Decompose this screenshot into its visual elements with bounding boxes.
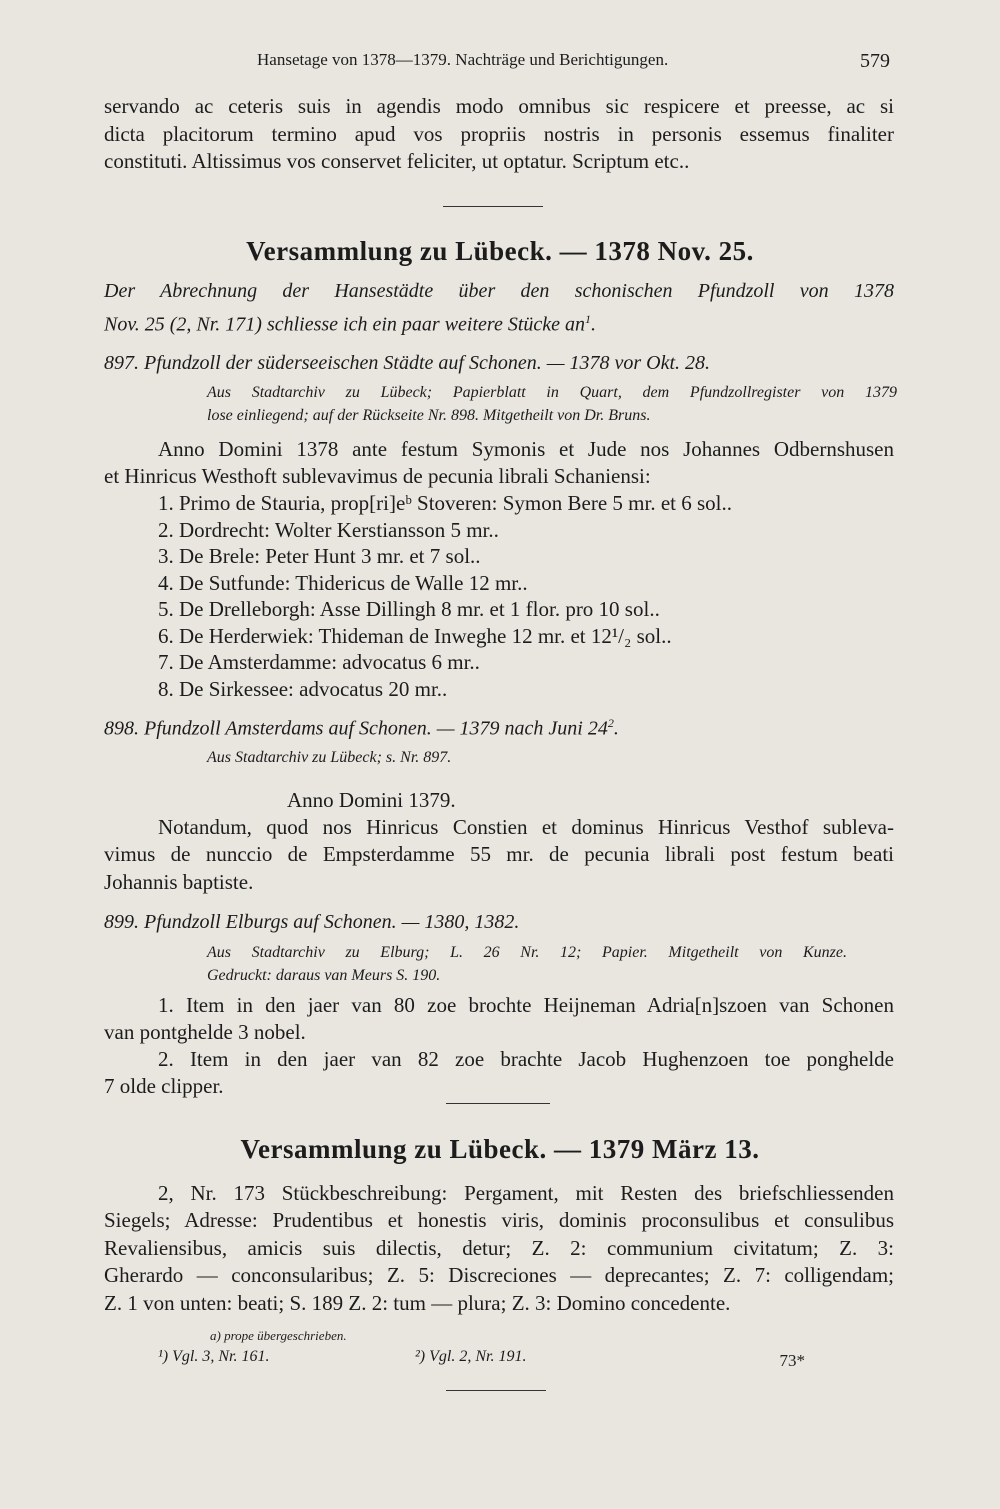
- section-divider: [446, 1103, 550, 1104]
- text-line: Nov. 25 (2, Nr. 171) schliesse ich ein paar weitere Stücke $an^1$.: [104, 311, 597, 336]
- text-line: dicta placitorum termino apud vos propriis nostris in personis essemus finaliter: [104, 121, 894, 146]
- section-heading: Versammlung zu Lübeck. — 1379 März 13.: [240, 1134, 760, 1164]
- source-note: Aus Stadtarchiv zu Elburg; L. 26 Nr. 12; Papier. Mitgetheilt von Kunze. Gedruckt: daraus van Meurs S. 190.: [207, 944, 847, 984]
- footnote-1: ¹) Vgl. 3, Nr. 161.: [158, 1348, 270, 1365]
- entry-text: et Hinricus Westhoft sublevavimus de pecunia librali Schaniensi:: [104, 464, 651, 488]
- footnote-divider: [446, 1390, 546, 1391]
- entry-title: 897. Pfundzoll der süderseeischen Städte auf Schonen. — 1378 vor Okt. 28.: [104, 352, 711, 374]
- footnote-marker: 1: [585, 311, 592, 326]
- section-text: 2, Nr. 173 Stückbeschreibung: Pergament, mit Resten des briefschliessenden: [158, 1181, 894, 1205]
- list-item: 7. De Amsterdamme: advocatus 6 mr..: [158, 650, 480, 674]
- entry-text: Anno Domini 1378 ante festum Symonis et Jude nos Johannes Odbernshusen: [158, 437, 894, 461]
- section-text: Siegels; Adresse: Prudentibus et honestis viris, dominis proconsulibus et consulibus Revaliensibus, amicis suis dilectis, detur; Z. 2: communium civitatum; Z. 3: Gherardo — conconsularibus; Z. 5: Discreciones — deprecantes; Z. 7: colligendam; Z. 1 von unten: beati; S. 189 Z. 2: tum — plura; Z. 3: Domino concedente.: [104, 1208, 894, 1315]
- footnote-marker: 2: [607, 716, 614, 730]
- entry-text: 7 olde clipper.: [104, 1074, 224, 1098]
- intro-paragraph: [104, 93, 894, 176]
- footnote-2: ²) Vgl. 2, Nr. 191.: [415, 1348, 527, 1365]
- list-item: 5. De Drelleborgh: Asse Dillingh 8 mr. et 1 flor. pro 10 sol..: [158, 597, 660, 621]
- section-divider: [443, 206, 543, 207]
- list-item: 3. De Brele: Peter Hunt 3 mr. et 7 sol..: [158, 544, 481, 568]
- entry-text: Notandum, quod nos Hinricus Constien et dominus Hinricus Vesthof subleva-: [158, 815, 894, 839]
- list-item: 2. Dordrecht: Wolter Kerstiansson 5 mr..: [158, 517, 499, 542]
- source-note: Aus Stadtarchiv zu Lübeck; Papierblatt in Quart, dem Pfundzollregister von 1379 lose einliegend; auf der Rückseite Nr. 898. Mitgetheilt von Dr. Bruns.: [207, 384, 897, 424]
- source-note: Aus Stadtarchiv zu Lübeck; s. Nr. 897.: [207, 749, 452, 766]
- entry-title: 899. Pfundzoll Elburgs auf Schonen. — 1380, 1382.: [104, 911, 520, 933]
- entry-text: van pontghelde 3 nobel.: [104, 1020, 306, 1044]
- list-item: 8. De Sirkessee: advocatus 20 mr..: [158, 676, 448, 701]
- list-item: 6. De Herderwiek: Thideman de Inweghe 12 mr. et 12¹/₂ sol..: [158, 623, 672, 648]
- section-heading: Versammlung zu Lübeck. — 1378 Nov. 25.: [246, 236, 754, 266]
- entry-text: vimus de nunccio de Empsterdamme 55 mr. de pecunia librali post festum beati Johannis baptiste.: [104, 842, 894, 894]
- text-line: constituti. Altissimus vos conservet feliciter, ut optatur. Scriptum etc..: [104, 149, 690, 173]
- printer-signature: 73*: [779, 1351, 805, 1370]
- footnote-a: a) prope übergeschrieben.: [210, 1328, 347, 1343]
- dateline: Anno Domini 1379.: [287, 788, 456, 812]
- entry-text: 1. Item in den jaer van 80 zoe brochte Heijneman Adria[n]szoen van Schonen: [158, 993, 894, 1017]
- running-title: Hansetage von 1378—1379. Nachträge und Berichtigungen.: [257, 50, 669, 69]
- payment-list: [158, 490, 732, 702]
- entry-text: 2. Item in den jaer van 82 zoe brachte Jacob Hughenzoen toe ponghelde: [158, 1047, 894, 1071]
- text-line: Der Abrechnung der Hansestädte über den schonischen Pfundzoll von 1378: [104, 280, 894, 302]
- text-line: servando ac ceteris suis in agendis modo omnibus sic respicere et preesse, ac si: [104, 94, 894, 118]
- list-item: 4. De Sutfunde: Thidericus de Walle 12 mr..: [158, 570, 528, 595]
- page-number: 579: [860, 50, 890, 72]
- section-note: [104, 278, 894, 339]
- entry-title: 898. Pfundzoll Amsterdams auf Schonen. — 1379 nach Juni $24^2$.: [104, 716, 619, 740]
- list-item: 1. Primo de Stauria, prop[ri]eᵇ Stoveren: Symon Bere 5 mr. et 6 sol..: [158, 491, 732, 515]
